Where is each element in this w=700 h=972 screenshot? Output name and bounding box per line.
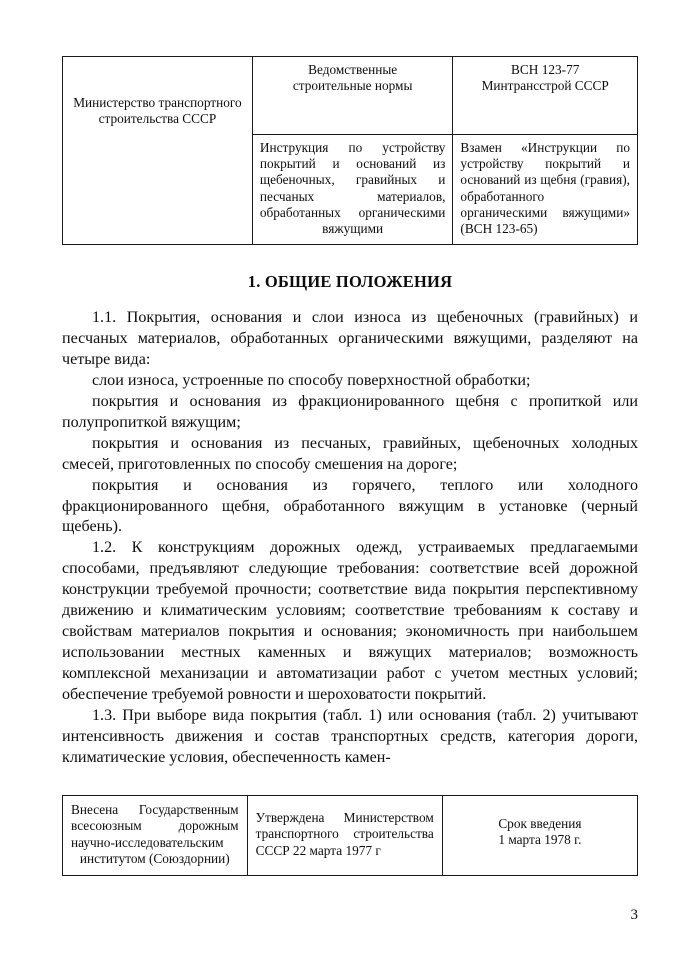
paragraph-1-2: 1.2. К конструкциям дорожных одежд, устраиваемых предлагаемыми способами, предъявляют следующие требования: соответствие всей дорожной конструкции требуемой прочности; соответствие вида покрытия перспективному движению и климатическим условиям; соответствие требованиям к составу и свойствам материалов покрытия и основания; экономичность при наибольшем использовании местных каменных и вяжущих материалов; возможность комплексной механизации и автоматизации работ с учетом местных условий; обеспечение требуемой ровности и шероховатости покрытий.: [62, 539, 638, 703]
paragraph-1-1: 1.1. Покрытия, основания и слои износа из щебеночных (гравийных) и песчаных материалов, обработанных органическими вяжущими, разделяют на четыре вида:: [62, 309, 638, 369]
introduced-by-text: Внесена Государственным всесоюзным дорожным научно-исследовательским институтом (Союздорнии): [71, 801, 239, 866]
header-cell-ministry: [63, 57, 253, 135]
approved-by-text: Утверждена Министерством транспортного строительства СССР 22 марта 1977 г: [255, 809, 434, 858]
table-row: [63, 57, 638, 135]
footer-cell-effective-date: [442, 795, 637, 876]
header-cell-instruction: [252, 134, 453, 244]
section-title: 1. ОБЩИЕ ПОЛОЖЕНИЯ: [247, 272, 453, 292]
replaces-text: Взамен «Инструкции по устройству покрытий и оснований из щебня (гравия), обработанного органическими вяжущими» (ВСН 123-65): [460, 139, 630, 237]
footer-cell-approved-by: [247, 795, 442, 876]
code-line2: Минтрансстрой СССР: [481, 78, 609, 94]
header-table: [62, 56, 638, 245]
header-cell-replaces: [453, 134, 638, 244]
header-cell-code: [453, 57, 638, 135]
norms-title-line2: строительные нормы: [292, 78, 413, 94]
table-row: [63, 795, 638, 876]
page-number: 3: [630, 907, 638, 923]
norms-title-line1: Ведомственные: [308, 62, 398, 77]
paragraph-1-3: 1.3. При выборе вида покрытия (табл. 1) или основания (табл. 2) учитывают интенсивность движения и состав транспортных средств, категория дороги, климатические условия, обеспеченность камен-: [62, 706, 638, 766]
paragraph-1-1-item-a: слои износа, устроенные по способу поверхностной обработки;: [92, 372, 531, 390]
paragraph-1-1-item-d: покрытия и основания из горячего, теплого или холодного фракционированного щебня, обработанного вяжущим в установке (черный щебень).: [62, 476, 638, 536]
footer-table: [62, 795, 638, 877]
effective-label: Срок введения: [498, 815, 582, 831]
paragraph-1-1-item-b: покрытия и основания из фракционированного щебня с пропиткой или полупропиткой вяжущим;: [62, 392, 638, 431]
instruction-text: Инструкция по устройству покрытий и оснований из щебеночных, гравийных и песчаных материалов, обработанных органическими вяжущими: [259, 139, 446, 237]
header-cell-empty: [63, 134, 253, 244]
ministry-name: Министерство транспортного строительства СССР: [73, 95, 242, 127]
header-cell-norms-title: [252, 57, 453, 135]
paragraph-1-1-item-c: покрытия и основания из песчаных, гравийных, щебеночных холодных смесей, приготовленных по способу смешения на дороге;: [62, 434, 638, 473]
effective-date: 1 марта 1978 г.: [498, 832, 582, 848]
table-row: [63, 134, 638, 244]
footer-cell-introduced-by: [63, 795, 248, 876]
code-line1: ВСН 123-77: [511, 62, 580, 77]
